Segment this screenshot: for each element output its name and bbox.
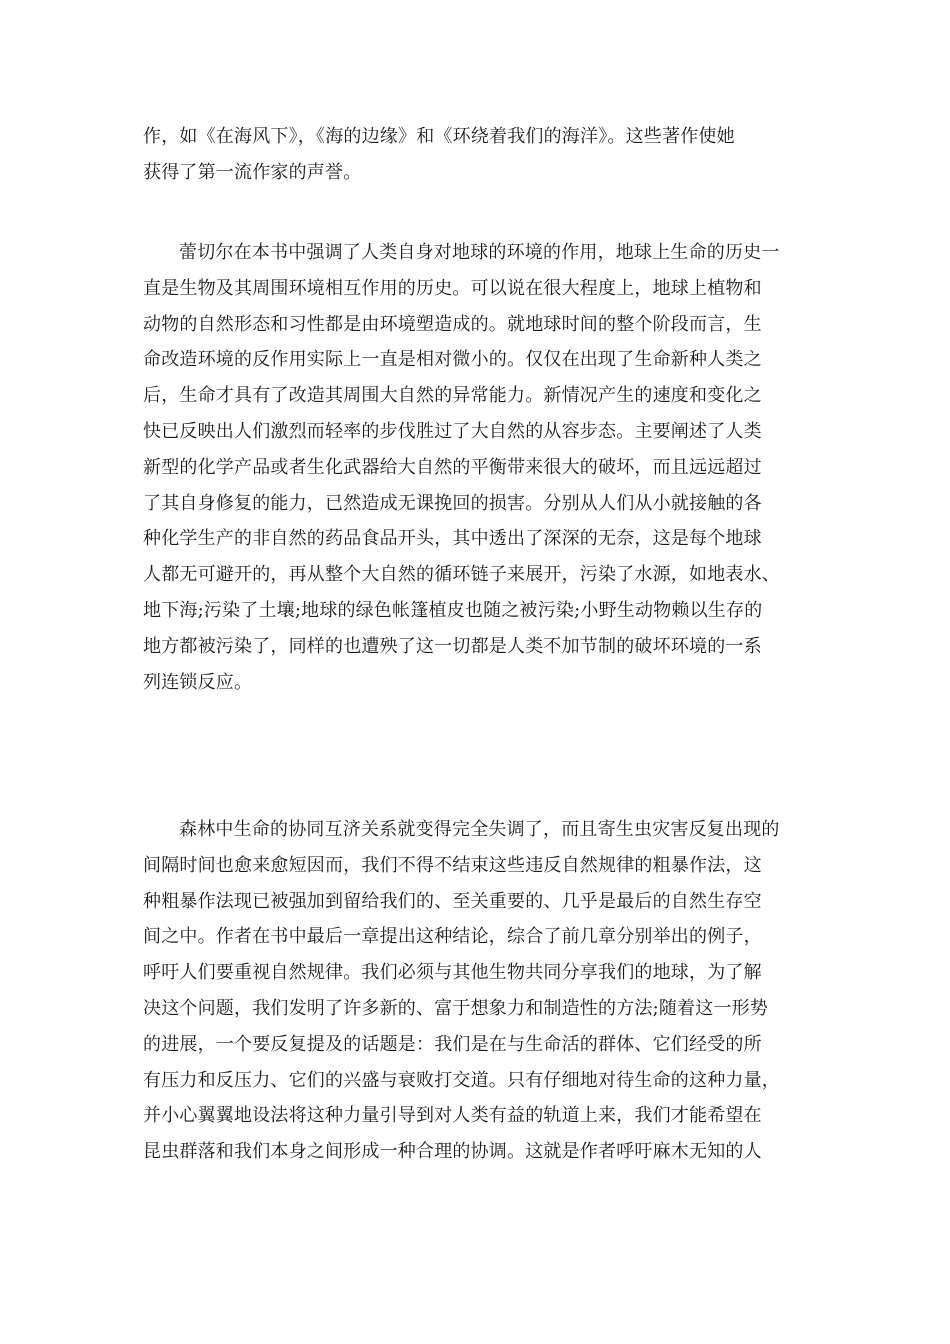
- paragraph-2-line: 人都无可避开的，再从整个大自然的循环链子来展开，污染了水源，如地表水、: [143, 564, 780, 586]
- paragraph-1-line: 获得了第一流作家的声誉。: [143, 161, 362, 183]
- paragraph-2-line: 种化学生产的非自然的药品食品开头，其中透出了深深的无奈，这是每个地球: [143, 528, 762, 550]
- paragraph-2-line: 列连锁反应。: [143, 671, 253, 693]
- paragraph-2-line: 了其自身修复的能力，已然造成无课挽回的损害。分别从人们从小就接触的各: [143, 492, 762, 514]
- paragraph-2-line: 动物的自然形态和习性都是由环境塑造成的。就地球时间的整个阶段而言，生: [143, 313, 762, 335]
- paragraph-2-line: 命改造环境的反作用实际上一直是相对微小的。仅仅在出现了生命新种人类之: [143, 349, 762, 371]
- paragraph-3-line: 森林中生命的协同互济关系就变得完全失调了，而且寄生虫灾害反复出现的: [179, 819, 780, 840]
- paragraph-2-line: 地下海;污染了土壤;地球的绿色帐篷植皮也随之被污染;小野生动物赖以生存的: [143, 599, 763, 621]
- paragraph-3-line: 决这个问题，我们发明了许多新的、富于想象力和制造性的方法;随着这一形势: [143, 997, 769, 1019]
- paragraph-3-line: 种粗暴作法现已被强加到留给我们的、至关重要的、几乎是最后的自然生存空: [143, 890, 762, 912]
- paragraph-3-line: 间隔时间也愈来愈短因而，我们不得不结束这些违反自然规律的粗暴作法，这: [143, 854, 762, 876]
- paragraph-3-line: 昆虫群落和我们本身之间形成一种合理的协调。这就是作者呼吁麻木无知的人: [143, 1141, 762, 1163]
- paragraph-3: [143, 812, 803, 1170]
- paragraph-3-line: 并小心翼翼地设法将这种力量引导到对人类有益的轨道上来，我们才能希望在: [143, 1105, 762, 1127]
- paragraph-2-line: 直是生物及其周围环境相互作用的历史。可以说在很大程度上，地球上植物和: [143, 277, 762, 299]
- paragraph-2-line: 地方都被污染了，同样的也遭殃了这一切都是人类不加节制的破坏环境的一系: [143, 635, 762, 657]
- paragraph-2-line: 新型的化学产品或者生化武器给大自然的平衡带来很大的破坏，而且远远超过: [143, 456, 762, 478]
- paragraph-2-line: 后，生命才具有了改造其周围大自然的异常能力。新情况产生的速度和变化之: [143, 385, 762, 407]
- paragraph-2: [143, 235, 803, 700]
- paragraph-2-line: 蕾切尔在本书中强调了人类自身对地球的环境的作用，地球上生命的历史一: [179, 242, 780, 263]
- paragraph-1-line: 作，如《在海风下》，《海的边缘》和《环绕着我们的海洋》。这些著作使她: [143, 126, 735, 147]
- paragraph-3-line: 的进展，一个要反复提及的话题是：我们是在与生命活的群体、它们经受的所: [143, 1033, 762, 1055]
- paragraph-1: [143, 119, 803, 191]
- paragraph-3-line: 有压力和反压力、它们的兴盛与衰败打交道。只有仔细地对待生命的这种力量，: [143, 1069, 780, 1091]
- paragraph-2-line: 快已反映出人们激烈而轻率的步伐胜过了大自然的从容步态。主要阐述了人类: [143, 420, 762, 442]
- paragraph-3-line: 间之中。作者在书中最后一章提出这种结论，综合了前几章分别举出的例子，: [143, 926, 762, 948]
- paragraph-3-line: 呼吁人们要重视自然规律。我们必须与其他生物共同分享我们的地球，为了解: [143, 962, 762, 984]
